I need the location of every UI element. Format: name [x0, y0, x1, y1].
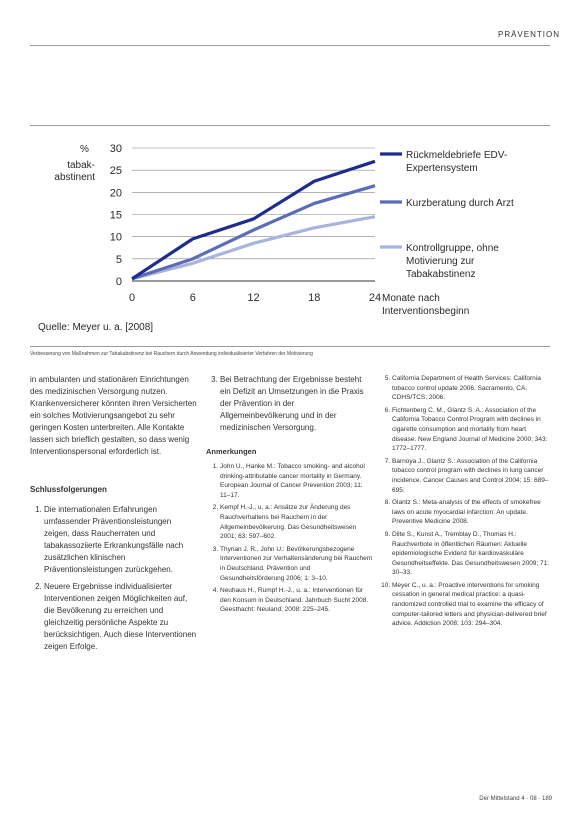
y-tick-label: 0	[115, 276, 122, 288]
x-tick-label: 6	[189, 292, 196, 304]
figure-caption: Verbesserung von Maßnahmen zur Tabakabstinenz bei Rauchern durch Anwendung individualisierter Verfahren der Motivierung	[30, 351, 313, 357]
y-tick-label: 5	[115, 253, 122, 266]
body-paragraph: in ambulanten und stationären Einrichtungen des medizinischen Versorgung nutzen. Krankenversicherer könnten ihren Versicherten ein solches Motivierungsangebot zu sehr geringen Kosten unterbreiten. Alle Kontakte lassen sich brieflich gestalten, so dass wenig Interventionspersonal erforderlich ist.	[30, 375, 197, 456]
x-tick-label: 12	[247, 292, 260, 304]
conclusion-list	[30, 504, 198, 653]
reference-item: 4. Neuhaus H., Rumpf H.-J., u. a.: Interventionen für den Konsum in Deutschland. Jahrbuch Sucht 2008. Geesthacht: Neuland; 2008: 225–245.	[220, 586, 374, 615]
page-footer: Der Mittelstand 4 · 08 · 189	[479, 796, 552, 802]
reference-item: 8. Glantz S.: Meta-analysis of the effects of smokefree laws on acute myocardial infarction: An update. Preventive Medicine 2008.	[392, 498, 552, 527]
y-axis-label: tabak-abstinent	[54, 160, 95, 183]
reference-list-continued	[380, 374, 552, 629]
y-tick-label: 20	[109, 187, 122, 200]
section-heading: Schlussfolgerungen	[30, 485, 107, 494]
figure-bottom-rule	[30, 346, 550, 347]
legend-label: Rückmeldebriefe EDV-Expertensystem	[406, 150, 508, 174]
reference-item: 1. John U., Hanke M.: Tobacco smoking- and alcohol drinking-attributable cancer mortality in Germany. European Journal of Cancer Prevention 2003; 11: 11–17.	[220, 462, 374, 500]
text-column-2	[206, 374, 374, 618]
x-tick-label: 18	[308, 292, 321, 304]
reference-item: 2. Kempf H.-J., u. a.: Ansätze zur Änderung des Rauchverhaltens bei Rauchern in der Allgemeinbevölkerung. Das Gesundheitswesen 2001; 63: 597–602.	[220, 503, 374, 541]
series-line	[132, 186, 375, 279]
y-tick-label: 25	[109, 165, 122, 178]
top-rule	[30, 45, 550, 46]
x-tick-label: 24	[368, 292, 382, 304]
chart-source: Quelle: Meyer u. a. [2008]	[38, 322, 154, 333]
line-chart	[30, 130, 555, 342]
series-line	[132, 161, 375, 278]
reference-item: 6. Fichtenberg C. M., Glantz S. A.: Association of the California Tobacco Control Program with declines in cigarette consumption and mortality from heart disease. New England Journal of Medicine 2000; 343: 1772–1777.	[392, 406, 552, 454]
section-tag: PRÄVENTION	[497, 30, 560, 39]
reference-item: 9. Dilte S., Kunst A., Tremblay D., Thomas H.: Rauchverbote in öffentlichen Räumen: Aktuelle epidemiologische Evidenz für kardiovaskuläre Gesundheitseffekte. Das Gesundheitswesen 2009; 71: 30–33.	[392, 530, 552, 578]
text-column-3	[380, 374, 552, 632]
x-axis-label: Monate nach Interventionsbeginn	[382, 293, 470, 317]
conclusion-item: 1. Die internationalen Erfahrungen umfassender Präventionsleistungen zeigen, dass Raucherraten und tabakassoziierte Erkrankungsfälle nach zusätzlichen klinischen Präventionsleistungen zurückgehen.	[44, 504, 198, 576]
x-tick-label: 0	[128, 292, 136, 304]
reference-item: 7. Barnoya J., Glantz S.: Association of the California tobacco control program with declines in lung cancer incidence. Cancer Causes and Control 2004; 15: 689–695.	[392, 457, 552, 495]
series-line	[132, 217, 375, 279]
conclusion-list-continued	[206, 374, 374, 434]
y-tick-label: 30	[109, 143, 122, 155]
legend-label: Kontrollgruppe, ohne Motivierung zur Tabakabstinenz	[406, 243, 499, 280]
legend-label: Kurzberatung durch Arzt	[406, 198, 514, 209]
reference-list	[206, 462, 374, 615]
y-axis-unit: %	[80, 144, 89, 155]
reference-item: 3. Thyrian J. R., John U.: Bevölkerungsbezogene Interventionen zur Verhaltensänderung bei Rauchern in Deutschland. Prävention und Gesundheitsförderung 2006; 1: 3–10.	[220, 545, 374, 583]
y-tick-label: 10	[109, 231, 122, 244]
conclusion-item: 3. Bei Betrachtung der Ergebnisse besteht ein Defizit an Umsetzungen in die Praxis der Prävention in der Allgemeinbevölkerung und in der medizinischen Versorgung.	[220, 374, 374, 434]
conclusion-item: 2. Neuere Ergebnisse individualisierter Interventionen zeigen Möglichkeiten auf, die Bevölkerung zu erreichen und gleichzeitig persönliche Aspekte zu berücksichtigen. Auch diese Interventionen zeigen Erfolge.	[44, 581, 198, 653]
text-column-1	[30, 374, 198, 658]
reference-item: 10. Meyer C., u. a.: Proactive interventions for smoking cessation in general medical practice: a quasi-randomized controlled trial to examine the efficacy of computer-tailored letters and physician-delivered brief advice. Addiction 2008; 103: 294–304.	[392, 581, 552, 629]
figure-top-rule	[30, 125, 550, 126]
y-tick-label: 15	[109, 209, 122, 222]
reference-item: 5. California Department of Health Services: California tobacco control update 2006. Sacramento, CA: CDHS/TCS; 2006.	[392, 374, 552, 403]
references-heading: Anmerkungen	[206, 447, 257, 456]
